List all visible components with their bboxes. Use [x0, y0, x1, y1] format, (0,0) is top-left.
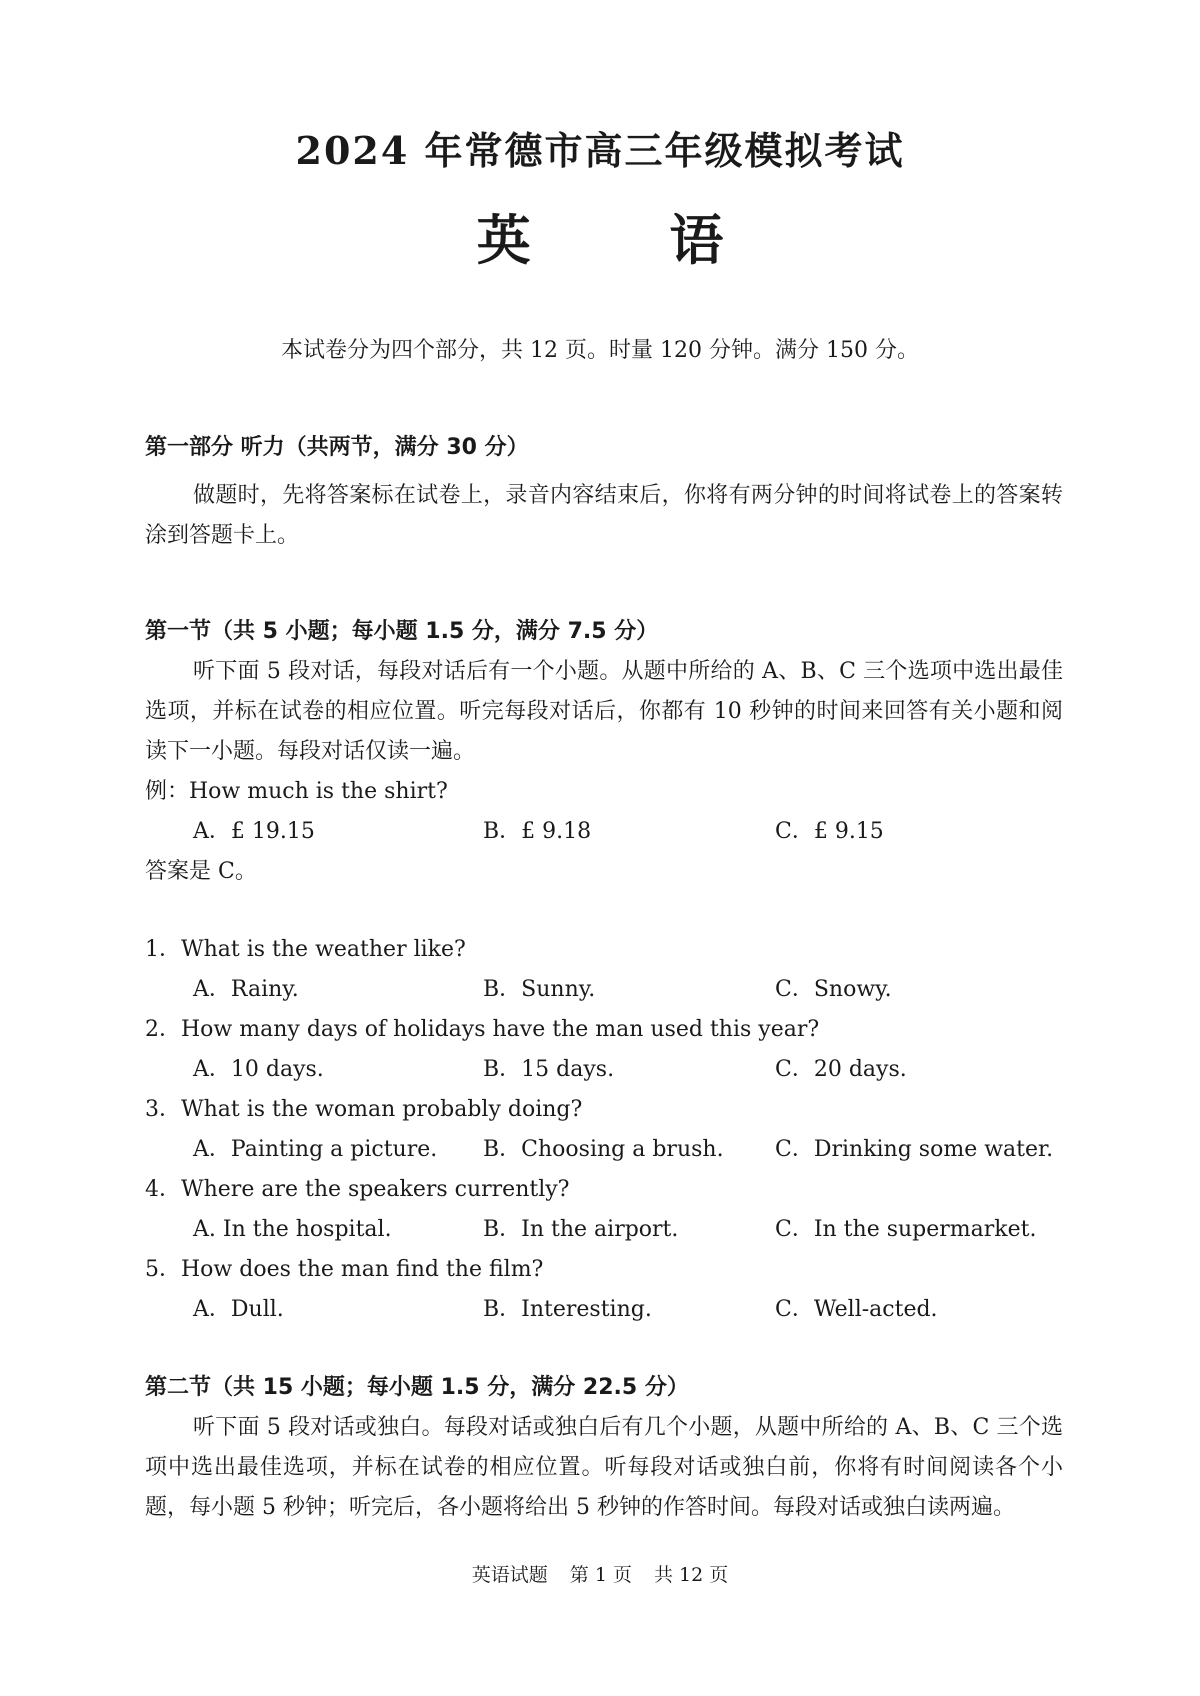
question-3: [145, 1090, 1063, 1170]
option-b: B．15 days.: [483, 1057, 615, 1082]
section2-instruction: 听下面 5 段对话或独白。每段对话或独白后有几个小题，从题中所给的 A、B、C 三个选项中选出最佳选项，并标在试卷的相应位置。听每段对话或独白前，你将有时间阅读各个小题，每小题 5 秒钟；听完后，各小题将给出 5 秒钟的作答时间。每段对话或独白读两遍。: [145, 1415, 1063, 1520]
question-options: [145, 1050, 1063, 1090]
question-1: [145, 930, 1063, 1010]
example-option-c: C．£ 9.15: [775, 819, 884, 844]
section1-instruction: 听下面 5 段对话，每段对话后有一个小题。从题中所给的 A、B、C 三个选项中选出最佳选项，并标在试卷的相应位置。听完每段对话后，你都有 10 秒钟的时间来回答有关小题和阅读下一小题。每段对话仅读一遍。: [145, 659, 1063, 764]
part1: [145, 428, 1063, 556]
question-text: 2．How many days of holidays have the man used this year?: [145, 1017, 820, 1042]
option-a: A．Rainy.: [193, 977, 299, 1002]
option-a: A．10 days.: [193, 1057, 324, 1082]
exam-title: 2024 年常德市高三年级模拟考试: [295, 128, 905, 173]
subject-title: 英 语: [476, 208, 784, 272]
option-c: C．In the supermarket.: [775, 1217, 1037, 1242]
exam-intro: 本试卷分为四个部分，共 12 页。时量 120 分钟。满分 150 分。: [281, 338, 919, 363]
question-5: [145, 1250, 1063, 1330]
part1-instruction: 做题时，先将答案标在试卷上，录音内容结束后，你将有两分钟的时间将试卷上的答案转涂到答题卡上。: [145, 483, 1063, 548]
option-a: A．Painting a picture.: [193, 1137, 438, 1162]
question-options: [145, 1290, 1063, 1330]
option-c: C．Snowy.: [775, 977, 892, 1002]
option-b: B．In the airport.: [483, 1217, 679, 1242]
footer-page-number: 第 1 页: [569, 1564, 632, 1586]
example-option-a: A．£ 19.15: [193, 819, 315, 844]
section1-heading: 第一节（共 5 小题；每小题 1.5 分，满分 7.5 分）: [145, 619, 659, 644]
question-4: [145, 1170, 1063, 1250]
option-c: C．20 days.: [775, 1057, 907, 1082]
question-options: [145, 970, 1063, 1010]
option-a: A. In the hospital.: [193, 1217, 392, 1242]
section1: [145, 612, 1063, 1330]
option-b: B．Sunny.: [483, 977, 596, 1002]
question-options: [145, 1210, 1063, 1250]
question-text: 1．What is the weather like?: [145, 937, 466, 962]
section2: [145, 1368, 1063, 1528]
option-c: C．Well-acted.: [775, 1297, 938, 1322]
example-answer: 答案是 C。: [145, 859, 257, 884]
footer-subject: 英语试题: [471, 1564, 548, 1586]
example-option-b: B．£ 9.18: [483, 819, 592, 844]
option-a: A．Dull.: [193, 1297, 284, 1322]
question-2: [145, 1010, 1063, 1090]
option-b: B．Choosing a brush.: [483, 1137, 724, 1162]
section2-heading: 第二节（共 15 小题；每小题 1.5 分，满分 22.5 分）: [145, 1375, 689, 1400]
footer-total-pages: 共 12 页: [654, 1564, 729, 1586]
example-options: [145, 812, 1063, 852]
option-c: C．Drinking some water.: [775, 1137, 1054, 1162]
page-footer: [0, 1560, 1200, 1587]
question-options: [145, 1130, 1063, 1170]
example-question: 例：How much is the shirt?: [145, 779, 448, 804]
part1-heading: 第一部分 听力（共两节，满分 30 分）: [145, 435, 529, 460]
option-b: B．Interesting.: [483, 1297, 652, 1322]
question-text: 4．Where are the speakers currently?: [145, 1177, 570, 1202]
question-text: 5．How does the man find the film?: [145, 1257, 544, 1282]
question-text: 3．What is the woman probably doing?: [145, 1097, 583, 1122]
